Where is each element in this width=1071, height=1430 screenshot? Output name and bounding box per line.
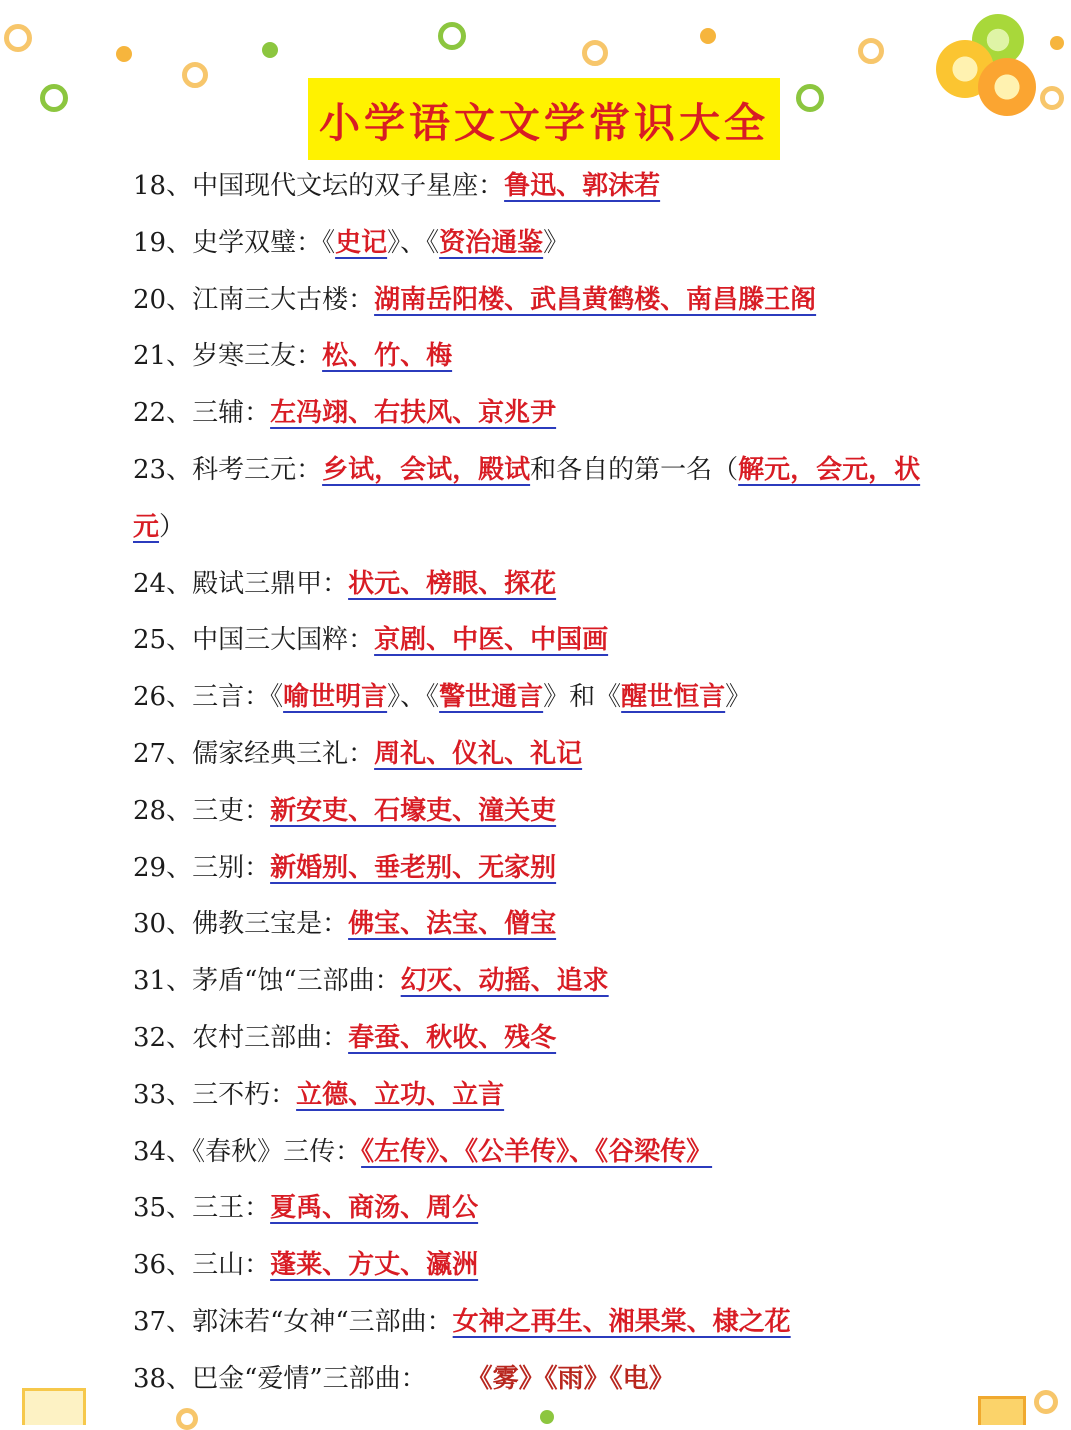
item-answer: 新婚别、垂老别、无家别 — [270, 852, 557, 883]
knowledge-list — [133, 158, 1013, 1408]
item-answer: 《雾》《雨》《电》 — [466, 1363, 675, 1394]
list-item — [133, 1010, 1013, 1067]
item-label: 35、三王： — [133, 1193, 271, 1224]
orange-slice-icon — [978, 58, 1036, 116]
item-answer: 蓬莱、方丈、瀛洲 — [270, 1250, 479, 1281]
item-label: 37、郭沫若“女神“三部曲： — [133, 1306, 453, 1337]
item-answer: 京剧、中医、中国画 — [374, 625, 609, 656]
decor-ring — [1034, 1390, 1058, 1414]
item-label: 18、中国现代文坛的双子星座： — [133, 171, 505, 201]
list-item — [133, 556, 1013, 613]
item-answer: 新安吏、石壕吏、潼关吏 — [270, 795, 557, 826]
list-item — [133, 1067, 1013, 1124]
list-item — [133, 840, 1013, 897]
list-item — [133, 328, 1013, 385]
item-label: 36、三山： — [133, 1250, 271, 1281]
list-item — [133, 385, 1013, 442]
list-item — [133, 158, 1013, 215]
item-text: 》和《 — [543, 682, 622, 713]
list-item — [133, 215, 1013, 272]
item-label: 31、茅盾“蚀“三部曲： — [133, 966, 401, 997]
list-item — [133, 1124, 1013, 1181]
item-label: 38、巴金“爱情”三部曲： — [133, 1363, 427, 1394]
item-answer: 解元，会元，状 — [738, 454, 921, 485]
item-text: 》 — [543, 227, 570, 258]
decor-ring — [582, 40, 608, 66]
item-answer: 喻世明言 — [283, 682, 388, 713]
decor-dot — [262, 42, 278, 58]
item-text: 》、《 — [387, 227, 440, 258]
item-answer: 鲁迅、郭沫若 — [504, 171, 661, 201]
item-label: 29、三别： — [133, 852, 271, 883]
item-answer: 佛宝、法宝、僧宝 — [348, 909, 557, 940]
list-item — [133, 953, 1013, 1010]
list-item — [133, 1237, 1013, 1294]
list-item — [133, 726, 1013, 783]
item-label: 32、农村三部曲： — [133, 1022, 349, 1053]
item-text: ） — [159, 511, 186, 542]
item-label: 20、江南三大古楼： — [133, 284, 375, 315]
decor-dot — [700, 28, 716, 44]
item-answer: 乡试，会试，殿试 — [322, 454, 531, 485]
list-item — [133, 1180, 1013, 1237]
decor-ring — [438, 22, 466, 50]
list-item — [133, 612, 1013, 669]
decor-ring — [182, 62, 208, 88]
item-label: 21、岁寒三友： — [133, 341, 323, 372]
decor-dot — [540, 1410, 554, 1424]
list-item — [133, 669, 1013, 726]
item-label: 22、三辅： — [133, 398, 271, 429]
item-answer: 资治通鉴 — [439, 227, 544, 258]
item-label: 25、中国三大国粹： — [133, 625, 375, 656]
title-banner — [308, 78, 780, 160]
item-answer: 左冯翊、右扶风、京兆尹 — [270, 398, 557, 429]
item-label: 30、佛教三宝是： — [133, 909, 349, 940]
item-answer: 立德、立功、立言 — [296, 1079, 505, 1110]
item-label: 23、科考三元： — [133, 454, 323, 485]
item-answer: 幻灭、动摇、追求 — [400, 966, 609, 997]
juice-cup-icon — [22, 1388, 86, 1425]
list-item — [133, 272, 1013, 329]
item-label: 34、《春秋》三传： — [133, 1136, 362, 1167]
decor-ring — [858, 38, 884, 64]
item-answer: 春蚕、秋收、残冬 — [348, 1022, 557, 1053]
list-item — [133, 442, 1013, 499]
decor-ring — [796, 84, 824, 112]
item-answer: 警世通言 — [439, 682, 544, 713]
decor-ring — [1040, 86, 1064, 110]
item-answer: 元 — [133, 511, 160, 542]
item-label: 24、殿试三鼎甲： — [133, 568, 349, 599]
list-item — [133, 1294, 1013, 1351]
item-text: 和各自的第一名（ — [530, 454, 739, 485]
decor-ring — [40, 84, 68, 112]
item-answer: 醒世恒言 — [621, 682, 726, 713]
decor-ring — [4, 24, 32, 52]
list-item — [133, 783, 1013, 840]
item-answer: 夏禹、商汤、周公 — [270, 1193, 479, 1224]
item-label: 27、儒家经典三礼： — [133, 738, 375, 769]
item-answer: 松、竹、梅 — [322, 341, 453, 372]
item-text: 》 — [725, 682, 752, 713]
decor-ring — [176, 1408, 198, 1430]
item-answer: 《左传》、《公羊传》、《谷梁传》 — [361, 1136, 713, 1167]
list-item — [133, 896, 1013, 953]
decor-dot — [1050, 36, 1064, 50]
item-label: 26、三言：《 — [133, 682, 284, 713]
decor-dot — [116, 46, 132, 62]
list-item — [133, 499, 1013, 556]
item-answer: 史记 — [335, 227, 388, 258]
item-label: 33、三不朽： — [133, 1079, 297, 1110]
item-answer: 湖南岳阳楼、武昌黄鹤楼、南昌滕王阁 — [374, 284, 817, 315]
item-answer: 周礼、仪礼、礼记 — [374, 738, 583, 769]
item-label: 19、史学双璧：《 — [133, 227, 336, 258]
item-answer: 状元、榜眼、探花 — [348, 568, 557, 599]
list-item — [133, 1351, 1013, 1408]
item-label: 28、三吏： — [133, 795, 271, 826]
page-title: 小学语文文学常识大全 — [319, 98, 769, 147]
item-answer: 女神之再生、湘果棠、棣之花 — [452, 1306, 791, 1337]
item-text: 》、《 — [387, 682, 440, 713]
